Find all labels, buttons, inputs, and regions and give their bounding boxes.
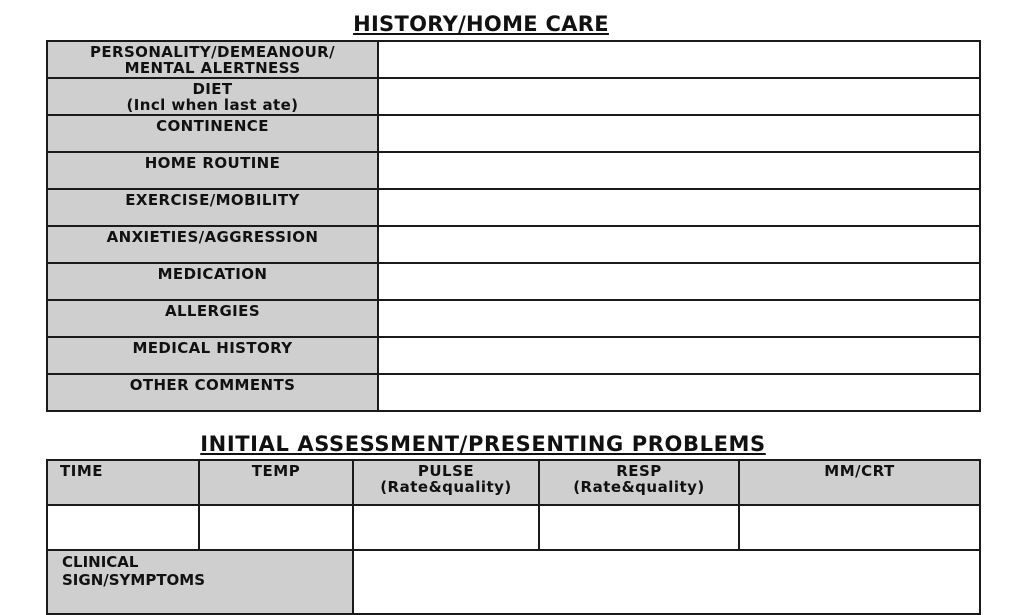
table-row: [47, 374, 980, 411]
home-routine-field[interactable]: [378, 152, 980, 189]
assessment-section-title: INITIAL ASSESSMENT/PRESENTING PROBLEMS: [200, 432, 766, 456]
medical-history-field[interactable]: [378, 337, 980, 374]
row-label-line1: MEDICATION: [157, 265, 268, 283]
row-label-line1: HOME ROUTINE: [144, 154, 281, 172]
table-row: [47, 152, 980, 189]
resp-field[interactable]: [539, 505, 739, 550]
row-label-line2: (Incl when last ate): [126, 96, 299, 114]
row-label-line1: EXERCISE/MOBILITY: [125, 191, 300, 209]
row-label-line1: DIET: [192, 80, 233, 98]
table-row: [47, 226, 980, 263]
allergies-field[interactable]: [378, 300, 980, 337]
diet-field[interactable]: [378, 78, 980, 115]
continence-field[interactable]: [378, 115, 980, 152]
row-label-exercise: [47, 189, 378, 226]
row-label-line2: MENTAL ALERTNESS: [124, 59, 301, 77]
table-row: [47, 505, 980, 550]
row-label-line1: CLINICAL: [62, 553, 139, 571]
row-label-line1: MEDICAL HISTORY: [132, 339, 293, 357]
col-header-pulse: [353, 460, 539, 505]
table-row: [47, 300, 980, 337]
personality-field[interactable]: [378, 41, 980, 78]
anxieties-field[interactable]: [378, 226, 980, 263]
table-row: [47, 189, 980, 226]
temp-field[interactable]: [199, 505, 353, 550]
table-row: [47, 337, 980, 374]
row-label-line1: PERSONALITY/DEMEANOUR/: [89, 43, 335, 61]
row-label-line1: CONTINENCE: [156, 117, 269, 135]
pulse-field[interactable]: [353, 505, 539, 550]
col-header-line1: PULSE: [417, 462, 475, 480]
assessment-table: [46, 459, 981, 615]
mm-crt-field[interactable]: [739, 505, 980, 550]
row-label-allergies: [47, 300, 378, 337]
row-label-medication: [47, 263, 378, 300]
row-label-medical-history: [47, 337, 378, 374]
col-header-time: [47, 460, 199, 505]
col-header-line2: (Rate&quality): [573, 478, 705, 496]
table-row: [47, 115, 980, 152]
history-section-title: HISTORY/HOME CARE: [353, 12, 609, 36]
exercise-field[interactable]: [378, 189, 980, 226]
table-row: [47, 78, 980, 115]
table-row: [47, 550, 980, 614]
medication-field[interactable]: [378, 263, 980, 300]
row-label-clinical-signs: [47, 550, 353, 614]
row-label-line2: SIGN/SYMPTOMS: [62, 571, 206, 589]
row-label-line1: ANXIETIES/AGGRESSION: [106, 228, 319, 246]
row-label-diet: [47, 78, 378, 115]
history-table: [46, 40, 981, 412]
row-label-anxieties: [47, 226, 378, 263]
row-label-line1: OTHER COMMENTS: [129, 376, 296, 394]
table-row: [47, 263, 980, 300]
col-header-line2: (Rate&quality): [380, 478, 512, 496]
table-header-row: [47, 460, 980, 505]
table-row: [47, 41, 980, 78]
other-comments-field[interactable]: [378, 374, 980, 411]
col-header-mm-crt: [739, 460, 980, 505]
row-label-line1: ALLERGIES: [164, 302, 261, 320]
row-label-personality: [47, 41, 378, 78]
clinical-signs-field[interactable]: [353, 550, 980, 614]
col-header-line1: TIME: [60, 462, 103, 480]
row-label-continence: [47, 115, 378, 152]
col-header-line1: MM/CRT: [824, 462, 895, 480]
col-header-line1: RESP: [616, 462, 662, 480]
time-field[interactable]: [47, 505, 199, 550]
col-header-resp: [539, 460, 739, 505]
col-header-line1: TEMP: [251, 462, 301, 480]
col-header-temp: [199, 460, 353, 505]
row-label-home-routine: [47, 152, 378, 189]
row-label-other-comments: [47, 374, 378, 411]
